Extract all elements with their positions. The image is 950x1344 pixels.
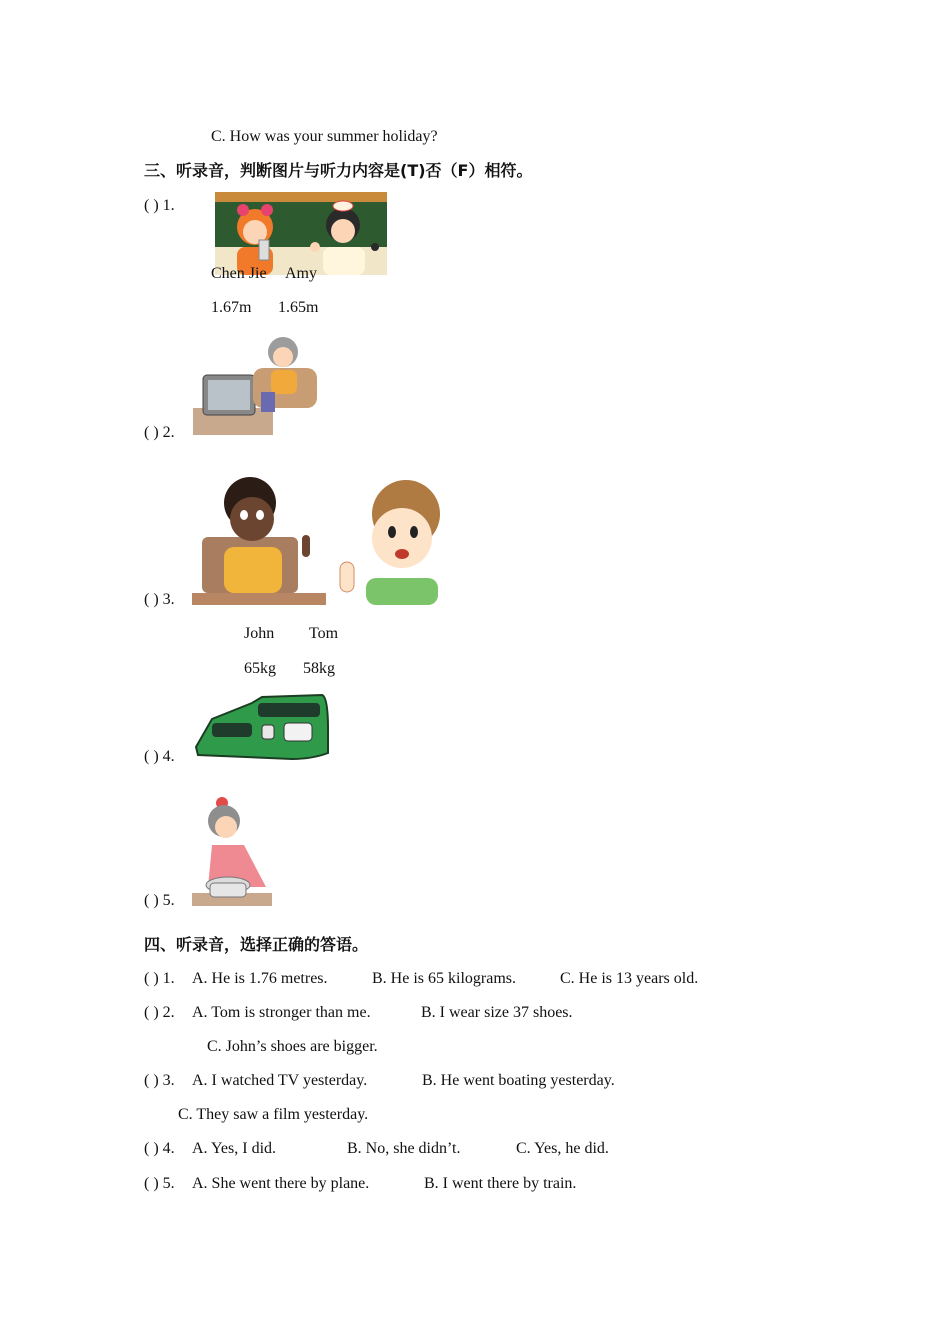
previous-option-c: C. How was your summer holiday? [211,128,438,145]
john-boy-image [192,475,326,605]
grandma-watching-tv-image [193,330,319,435]
q4-option-c: C. Yes, he did. [516,1140,609,1157]
q3-answer-blank: ( ) 3. [144,1072,175,1089]
q2-option-c: C. John’s shoes are bigger. [207,1038,378,1055]
item-3-name-left: John [244,625,275,642]
q5-option-b: B. I went there by train. [424,1175,577,1192]
item-1-value-left: 1.67m [211,299,252,316]
q4-option-b: B. No, she didn’t. [347,1140,461,1157]
item-3-name-right: Tom [309,625,339,642]
item-5-answer-blank: ( ) 5. [144,892,175,909]
q3-option-a: A. I watched TV yesterday. [192,1072,368,1089]
q2-option-a: A. Tom is stronger than me. [192,1004,371,1021]
q5-option-a: A. She went there by plane. [192,1175,370,1192]
item-3-answer-blank: ( ) 3. [144,591,175,608]
item-1-value-right: 1.65m [278,299,319,316]
item-3-value-right: 58kg [303,660,335,677]
tom-boy-image [332,480,454,605]
q5-answer-blank: ( ) 5. [144,1175,175,1192]
section-3-heading: 三、听录音，判断图片与听力内容是(T)否（F）相符。 [144,161,533,180]
q2-answer-blank: ( ) 2. [144,1004,175,1021]
q1-answer-blank: ( ) 1. [144,970,175,987]
girls-comparing-height-image [215,192,387,275]
q1-option-b: B. He is 65 kilograms. [372,970,516,987]
q4-option-a: A. Yes, I did. [192,1140,277,1157]
train-image [192,689,329,761]
section-4-heading: 四、听录音，选择正确的答语。 [144,935,369,954]
item-2-answer-blank: ( ) 2. [144,424,175,441]
q3-option-b: B. He went boating yesterday. [422,1072,615,1089]
item-1-answer-blank: ( ) 1. [144,197,175,214]
q2-option-b: B. I wear size 37 shoes. [421,1004,573,1021]
item-3-value-left: 65kg [244,660,276,677]
q3-option-c: C. They saw a film yesterday. [178,1106,369,1123]
item-1-name-right: Amy [285,265,317,282]
q1-option-a: A. He is 1.76 metres. [192,970,328,987]
item-1-name-left: Chen Jie [211,265,267,282]
girl-washing-clothes-image [192,797,272,906]
q4-answer-blank: ( ) 4. [144,1140,175,1157]
item-4-answer-blank: ( ) 4. [144,748,175,765]
q1-option-c: C. He is 13 years old. [560,970,699,987]
